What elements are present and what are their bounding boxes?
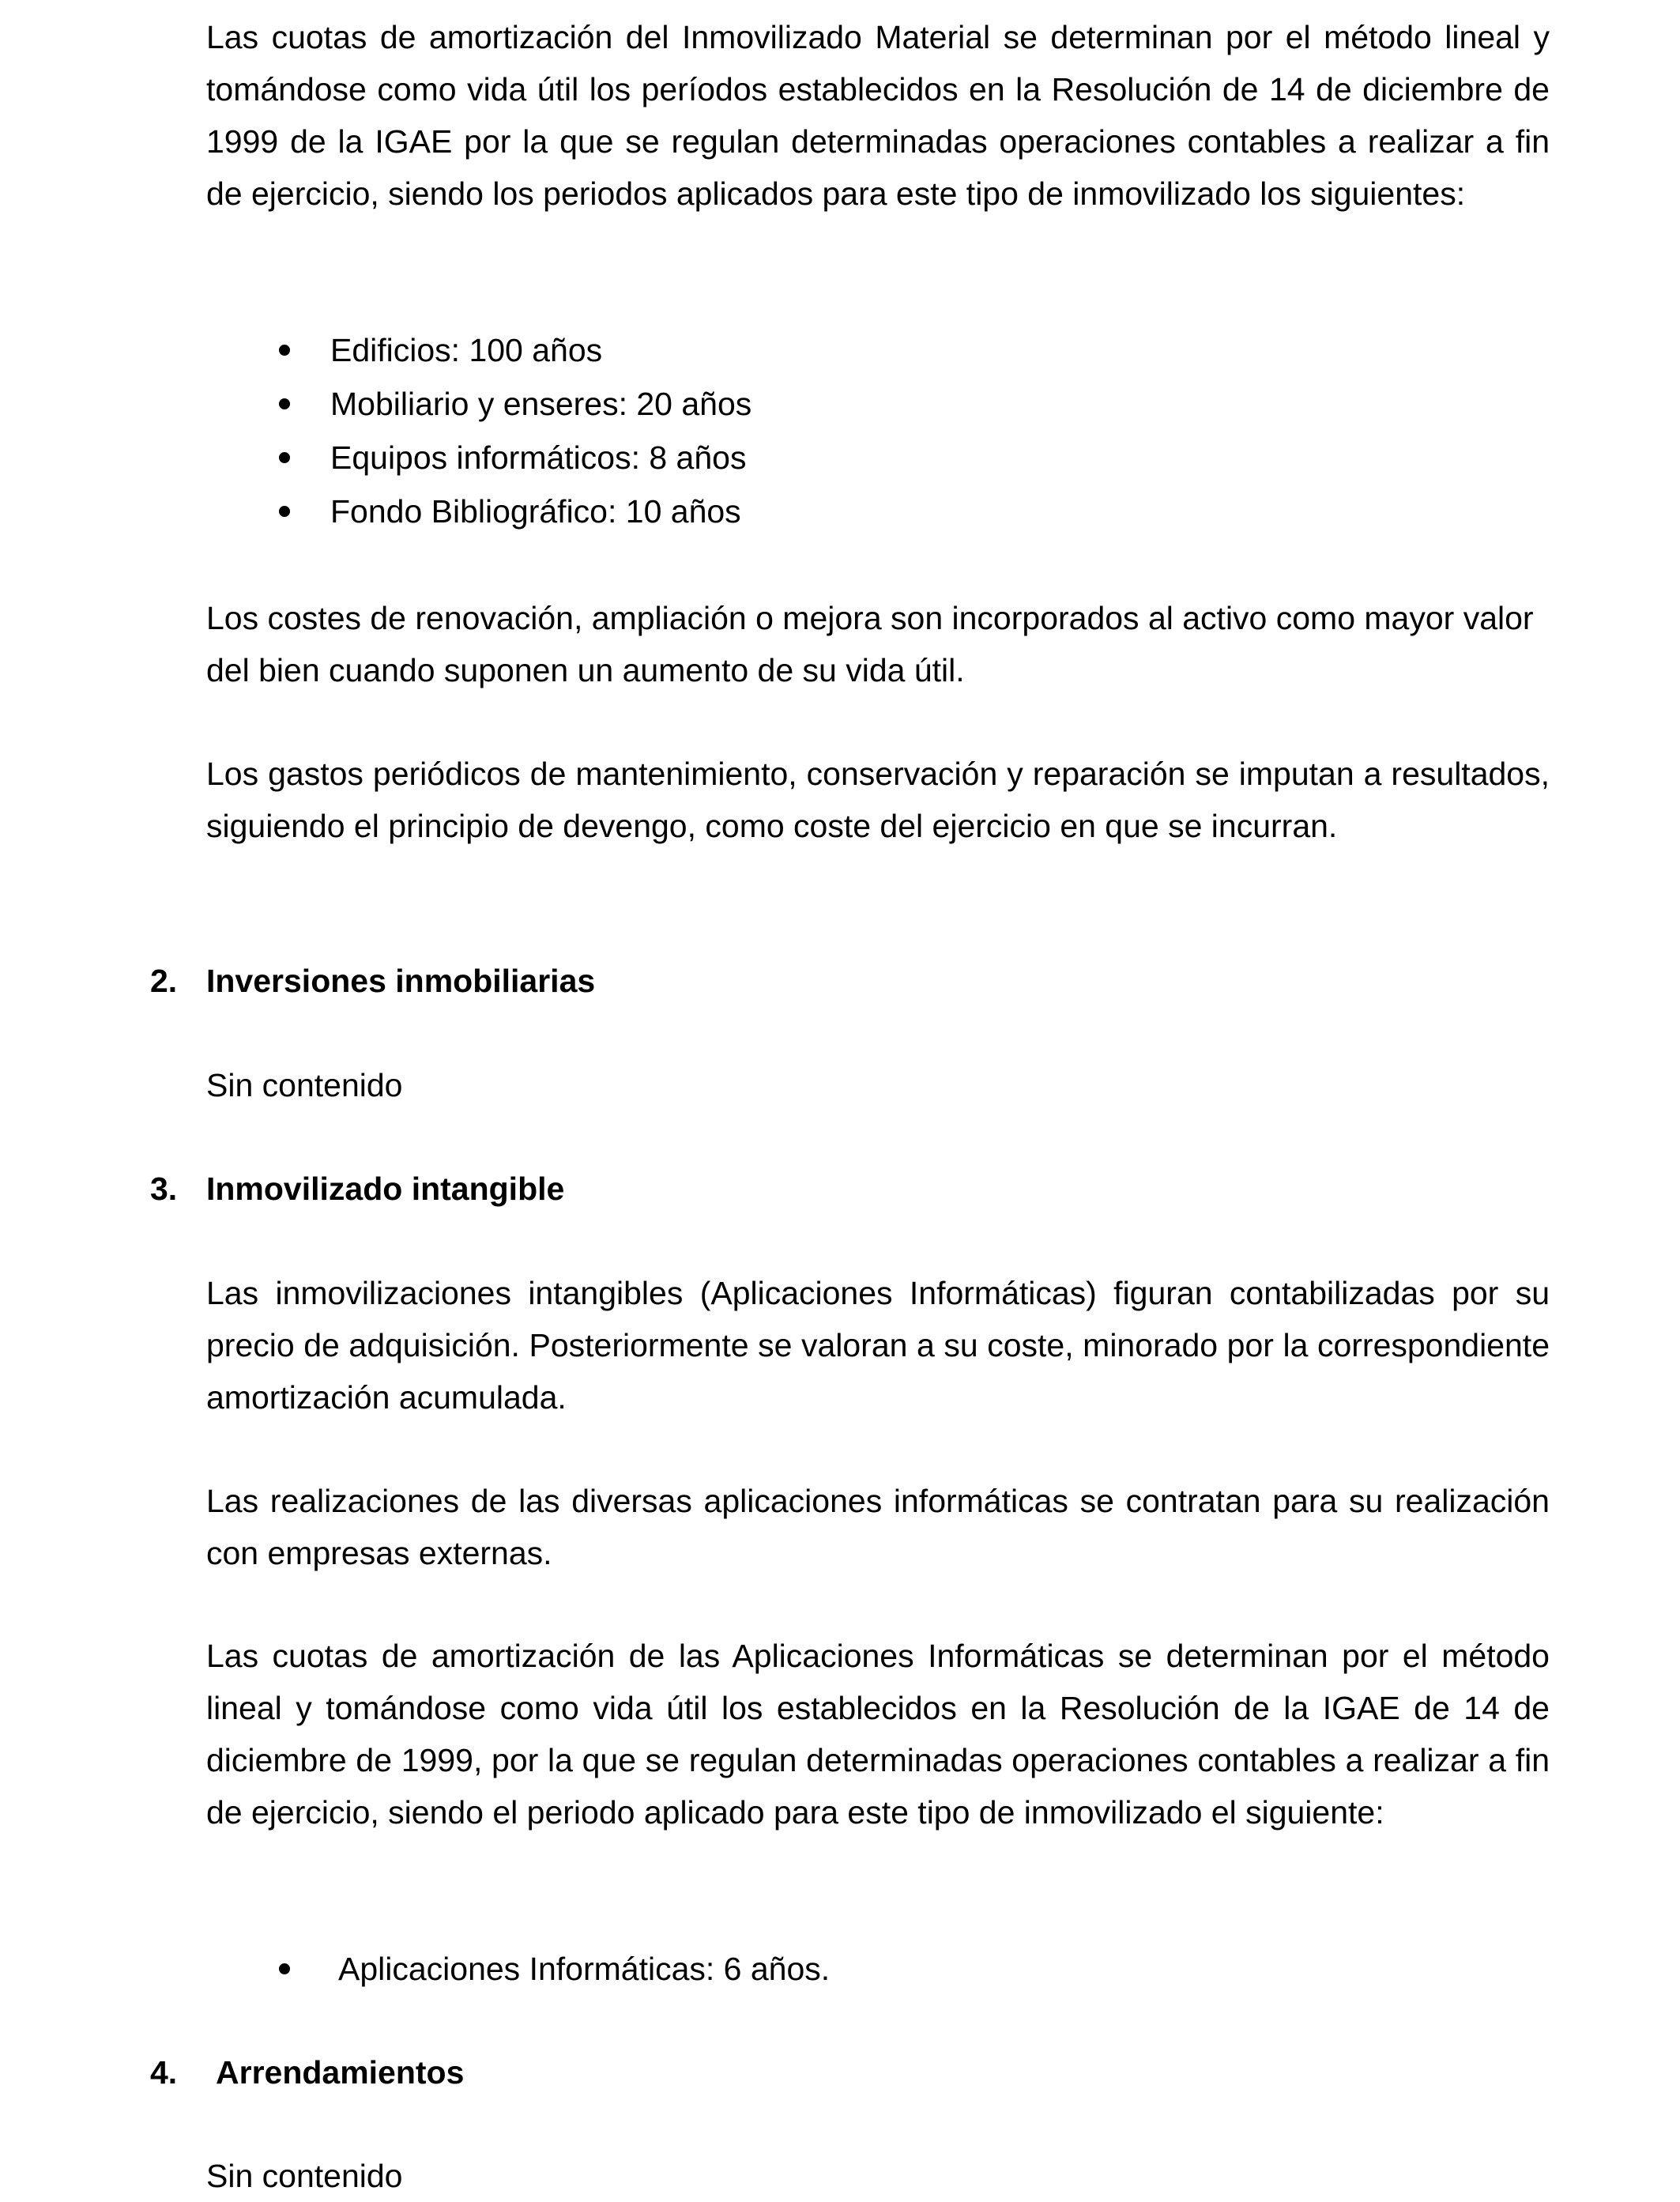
list-item	[0, 324, 1680, 376]
section-title: Inmovilizado intangible	[206, 1171, 565, 1207]
amortization-paragraph: Las cuotas de amortización del Inmovilizado Material se determinan por el método lineal y tomándose como vida útil los períodos establecidos en la Resolución de 14 de diciembre de 1999 de la IGAE por la que se regulan determinadas operaciones contables a realizar a fin de ejercicio, siendo los periodos aplicados para este tipo de inmovilizado los siguientes:	[206, 19, 1550, 212]
list-item	[0, 432, 1680, 484]
bullet-icon	[279, 345, 290, 356]
maintenance-paragraph: Los gastos periódicos de mantenimiento, conservación y reparación se imputan a resultados, siguiendo el principio de devengo, como coste del ejercicio en que se incurran.	[206, 756, 1550, 844]
intangible-paragraph: Las inmovilizaciones intangibles (Aplicaciones Informáticas) figuran contabilizadas por su precio de adquisición. Posteriormente se valoran a su coste, minorado por la correspondiente amortización acumulada.	[206, 1275, 1550, 1416]
bullet-icon	[279, 1963, 290, 1974]
section-number: 2.	[150, 963, 178, 999]
list-item-text: Equipos informáticos: 8 años	[330, 439, 747, 476]
external-contracts-paragraph: Las realizaciones de las diversas aplicaciones informáticas se contratan para su realización con empresas externas.	[206, 1483, 1550, 1571]
section-title: Arrendamientos	[216, 2054, 465, 2091]
bullet-icon	[279, 452, 290, 463]
renovation-paragraph: Los costes de renovación, ampliación o mejora son incorporados al activo como mayor valor del bien cuando suponen un aumento de su vida útil.	[206, 600, 1534, 688]
list-item-text: Mobiliario y enseres: 20 años	[330, 386, 752, 422]
list-item-text: Aplicaciones Informáticas: 6 años.	[338, 1951, 831, 1987]
list-item	[0, 378, 1680, 430]
section-body: Sin contenido	[206, 2158, 403, 2194]
section-title: Inversiones inmobiliarias	[206, 963, 596, 999]
list-item-text: Edificios: 100 años	[330, 332, 603, 368]
section-number: 3.	[150, 1171, 178, 1207]
software-amortization-paragraph: Las cuotas de amortización de las Aplicaciones Informáticas se determinan por el método lineal y tomándose como vida útil los establecidos en la Resolución de la IGAE de 14 de diciembre de 1999, por la que se regulan determinadas operaciones contables a realizar a fin de ejercicio, siendo el periodo aplicado para este tipo de inmovilizado el siguiente:	[206, 1638, 1550, 1831]
list-item-text: Fondo Bibliográfico: 10 años	[330, 493, 741, 530]
list-item	[0, 485, 1680, 537]
bullet-icon	[279, 506, 290, 517]
section-body: Sin contenido	[206, 1067, 403, 1103]
list-item	[0, 1943, 1680, 1995]
section-number: 4.	[150, 2054, 178, 2091]
bullet-icon	[279, 398, 290, 409]
